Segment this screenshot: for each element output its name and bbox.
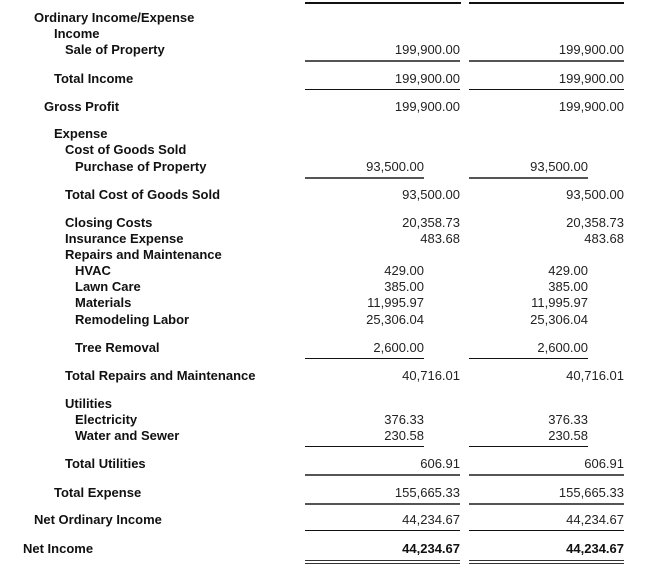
report-row bbox=[0, 187, 658, 203]
amount-col-2: 483.68 bbox=[584, 231, 624, 246]
report-row bbox=[0, 10, 658, 26]
underline-col-1 bbox=[305, 474, 460, 476]
report-row bbox=[0, 247, 658, 263]
row-label: Income bbox=[54, 26, 100, 41]
row-label: Remodeling Labor bbox=[75, 312, 190, 327]
underline-col-1 bbox=[305, 503, 460, 505]
report-row bbox=[0, 215, 658, 231]
amount-col-1: 2,600.00 bbox=[373, 340, 424, 355]
column-header-line-1 bbox=[305, 2, 461, 4]
amount-col-2: 25,306.04 bbox=[530, 312, 588, 327]
underline-col-2 bbox=[469, 503, 624, 505]
amount-col-2: 44,234.67 bbox=[566, 541, 624, 556]
row-label: Materials bbox=[75, 295, 132, 310]
amount-col-1: 230.58 bbox=[384, 428, 424, 443]
amount-col-2: 230.58 bbox=[548, 428, 588, 443]
underline-col-2 bbox=[469, 530, 624, 531]
report-row bbox=[0, 428, 658, 444]
row-label: Water and Sewer bbox=[75, 428, 180, 443]
report-row bbox=[0, 456, 658, 472]
amount-col-2: 93,500.00 bbox=[530, 159, 588, 174]
column-header-line-2 bbox=[469, 2, 624, 4]
report-row bbox=[0, 412, 658, 428]
underline-col-1 bbox=[305, 530, 460, 531]
report-row bbox=[0, 485, 658, 501]
amount-col-1: 199,900.00 bbox=[394, 42, 460, 57]
row-label: Closing Costs bbox=[65, 215, 153, 230]
amount-col-1: 44,234.67 bbox=[402, 512, 460, 527]
underline-col-1 bbox=[305, 446, 424, 447]
amount-col-2: 44,234.67 bbox=[566, 512, 624, 527]
amount-col-2: 155,665.33 bbox=[558, 485, 624, 500]
report-row bbox=[0, 541, 658, 557]
amount-col-1: 93,500.00 bbox=[402, 187, 460, 202]
report-row bbox=[0, 312, 658, 328]
row-label: Cost of Goods Sold bbox=[65, 142, 187, 157]
amount-col-2: 199,900.00 bbox=[558, 71, 624, 86]
report-row bbox=[0, 99, 658, 115]
underline-col-2 bbox=[469, 474, 624, 476]
underline-col-2 bbox=[469, 446, 588, 447]
amount-col-2: 11,995.97 bbox=[531, 295, 588, 310]
amount-col-1: 385.00 bbox=[384, 279, 424, 294]
report-row bbox=[0, 142, 658, 158]
row-label: Total Utilities bbox=[65, 456, 146, 471]
report-row bbox=[0, 512, 658, 528]
underline-col-2 bbox=[469, 560, 624, 564]
amount-col-1: 155,665.33 bbox=[394, 485, 460, 500]
amount-col-2: 429.00 bbox=[548, 263, 588, 278]
report-row bbox=[0, 263, 658, 279]
amount-col-1: 44,234.67 bbox=[402, 541, 460, 556]
underline-col-2 bbox=[469, 89, 624, 90]
row-label: Ordinary Income/Expense bbox=[34, 10, 195, 25]
amount-col-2: 2,600.00 bbox=[537, 340, 588, 355]
report-row bbox=[0, 368, 658, 384]
amount-col-2: 199,900.00 bbox=[558, 42, 624, 57]
underline-col-2 bbox=[469, 358, 588, 359]
row-label: Total Income bbox=[54, 71, 134, 86]
underline-col-1 bbox=[305, 89, 460, 90]
amount-col-1: 199,900.00 bbox=[394, 99, 460, 114]
row-label: Sale of Property bbox=[65, 42, 165, 57]
amount-col-2: 606.91 bbox=[584, 456, 624, 471]
row-label: Lawn Care bbox=[75, 279, 141, 294]
report-row bbox=[0, 340, 658, 356]
report-row bbox=[0, 279, 658, 295]
report-row bbox=[0, 295, 658, 311]
report-row bbox=[0, 42, 658, 58]
amount-col-1: 606.91 bbox=[420, 456, 460, 471]
row-label: Expense bbox=[54, 126, 108, 141]
underline-col-1 bbox=[305, 358, 424, 359]
report-row bbox=[0, 126, 658, 142]
row-label: Net Ordinary Income bbox=[34, 512, 162, 527]
amount-col-1: 25,306.04 bbox=[366, 312, 424, 327]
amount-col-1: 93,500.00 bbox=[366, 159, 424, 174]
amount-col-1: 483.68 bbox=[420, 231, 460, 246]
row-label: Total Repairs and Maintenance bbox=[65, 368, 256, 383]
amount-col-2: 385.00 bbox=[548, 279, 588, 294]
row-label: Net Income bbox=[23, 541, 94, 556]
underline-col-1 bbox=[305, 560, 460, 564]
report-row bbox=[0, 231, 658, 247]
row-label: HVAC bbox=[75, 263, 111, 278]
amount-col-2: 93,500.00 bbox=[566, 187, 624, 202]
report-row bbox=[0, 396, 658, 412]
row-label: Purchase of Property bbox=[75, 159, 207, 174]
underline-col-2 bbox=[469, 60, 624, 62]
row-label: Gross Profit bbox=[44, 99, 120, 114]
underline-col-2 bbox=[469, 177, 588, 179]
underline-col-1 bbox=[305, 60, 460, 62]
amount-col-2: 20,358.73 bbox=[566, 215, 624, 230]
report-row bbox=[0, 26, 658, 42]
row-label: Insurance Expense bbox=[65, 231, 184, 246]
report-row bbox=[0, 71, 658, 87]
amount-col-1: 20,358.73 bbox=[402, 215, 460, 230]
amount-col-1: 199,900.00 bbox=[394, 71, 460, 86]
amount-col-1: 40,716.01 bbox=[402, 368, 460, 383]
row-label: Repairs and Maintenance bbox=[65, 247, 222, 262]
amount-col-1: 11,995.97 bbox=[367, 295, 424, 310]
row-label: Tree Removal bbox=[75, 340, 160, 355]
amount-col-1: 429.00 bbox=[384, 263, 424, 278]
underline-col-1 bbox=[305, 177, 424, 179]
row-label: Total Cost of Goods Sold bbox=[65, 187, 221, 202]
report-row bbox=[0, 159, 658, 175]
amount-col-1: 376.33 bbox=[384, 412, 424, 427]
row-label: Total Expense bbox=[54, 485, 142, 500]
amount-col-2: 40,716.01 bbox=[566, 368, 624, 383]
row-label: Electricity bbox=[75, 412, 138, 427]
row-label: Utilities bbox=[65, 396, 112, 411]
amount-col-2: 199,900.00 bbox=[558, 99, 624, 114]
amount-col-2: 376.33 bbox=[548, 412, 588, 427]
